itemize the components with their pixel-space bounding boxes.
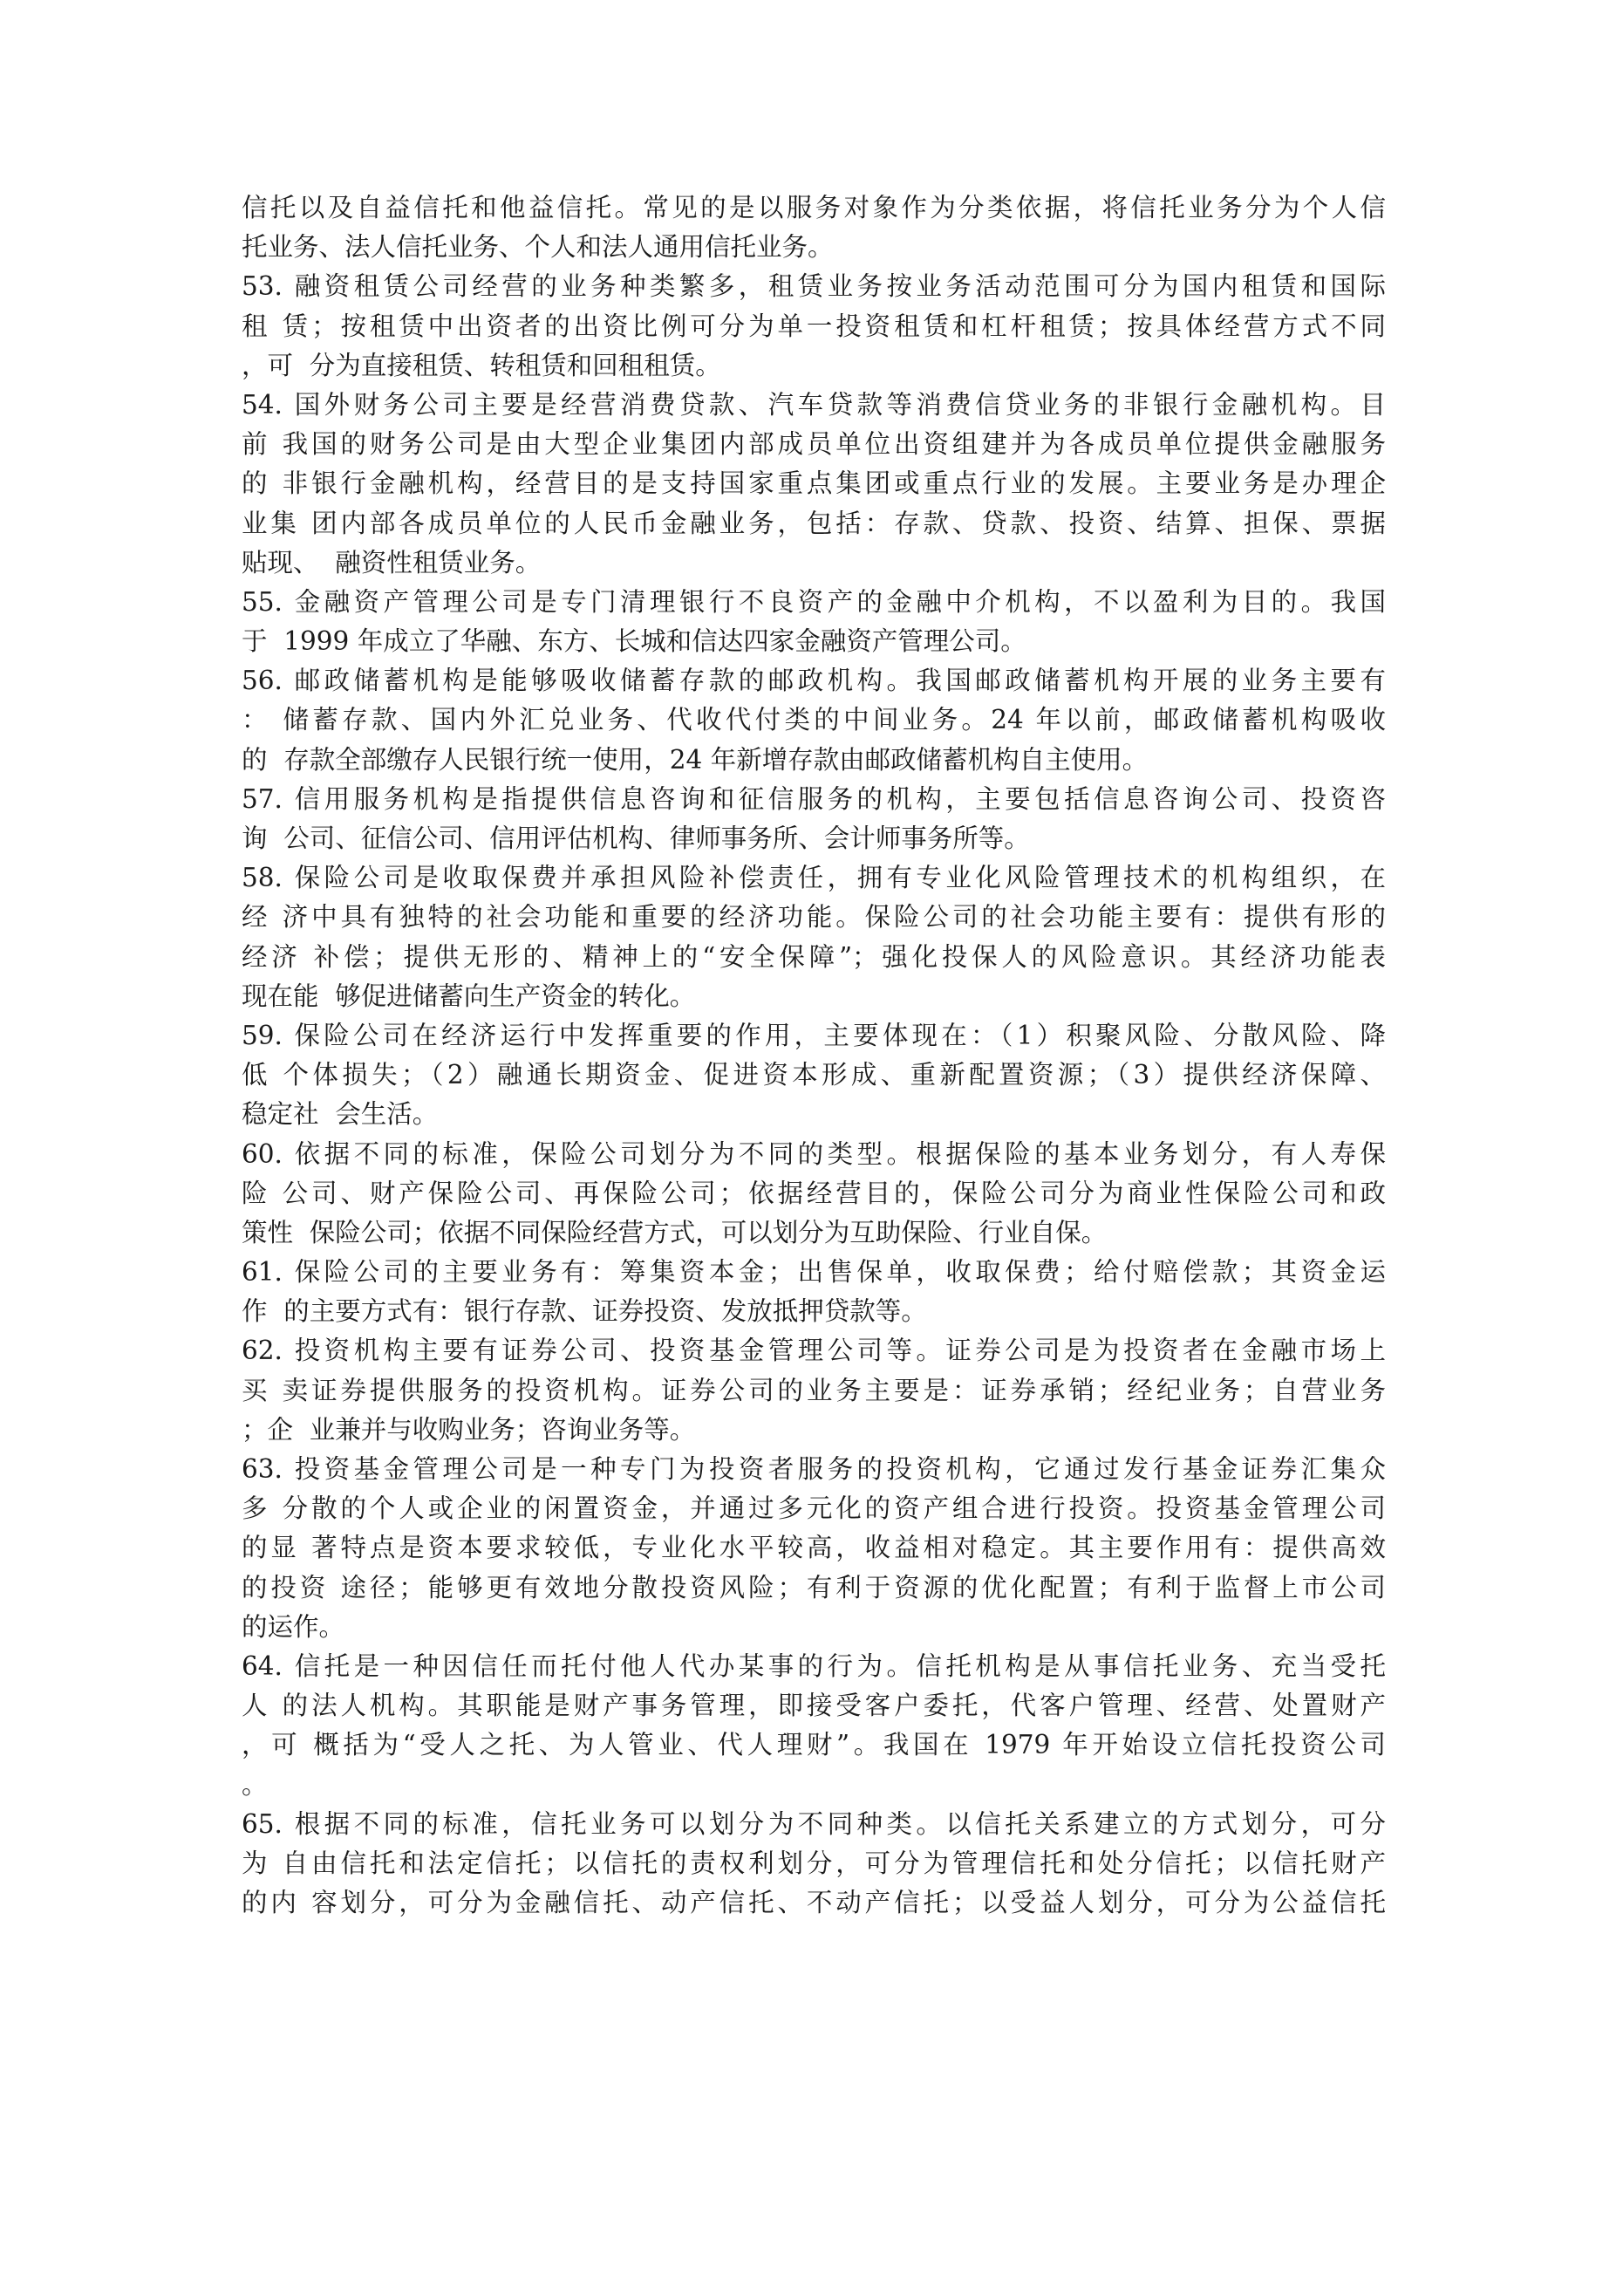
text-line: 的投资 途径；能够更有效地分散投资风险；有利于资源的优化配置；有利于监督上市公司 [242, 1572, 1386, 1602]
text-line: 买 卖证券提供服务的投资机构。证券公司的业务主要是：证券承销；经纪业务；自营业务 [242, 1375, 1386, 1405]
text-line: 57. 信用服务机构是指提供信息咨询和征信服务的机构，主要包括信息咨询公司、投资咨 [242, 783, 1386, 814]
text-line: ，可 概括为“受人之托、为人管业、代人理财”。我国在 1979 年开始设立信托投资公司 [242, 1730, 1386, 1760]
text-line: 稳定社 会生活。 [242, 1099, 439, 1130]
text-line: 56. 邮政储蓄机构是能够吸收储蓄存款的邮政机构。我国邮政储蓄机构开展的业务主要有 [242, 666, 1386, 696]
text-line: 64. 信托是一种因信任而托付他人代办某事的行为。信托机构是从事信托业务、充当受托 [242, 1650, 1386, 1681]
text-line: ，可 分为直接租赁、转租赁和回租租赁。 [242, 350, 721, 380]
text-line: ： 储蓄存款、国内外汇兑业务、代收代付类的中间业务。24 年以前，邮政储蓄机构吸收 [242, 705, 1386, 735]
text-line: 61. 保险公司的主要业务有：筹集资本金；出售保单，收取保费；给付赔偿款；其资金运 [242, 1257, 1386, 1288]
text-line: 托业务、法人信托业务、个人和法人通用信托业务。 [242, 232, 834, 263]
text-line: 53. 融资租赁公司经营的业务种类繁多，租赁业务按业务活动范围可分为国内租赁和国际 [242, 271, 1386, 302]
text-line: 的内 容划分，可分为金融信托、动产信托、不动产信托；以受益人划分，可分为公益信托 [242, 1888, 1386, 1918]
text-line: 55. 金融资产管理公司是专门清理银行不良资产的金融中介机构，不以盈利为目的。我国 [242, 586, 1386, 617]
text-line: 的运作。 [242, 1611, 345, 1642]
text-line: 62. 投资机构主要有证券公司、投资基金管理公司等。证券公司是为投资者在金融市场上 [242, 1336, 1386, 1366]
text-line: 的 存款全部缴存人民银行统一使用，24 年新增存款由邮政储蓄机构自主使用。 [242, 744, 1149, 775]
text-line: 信托以及自益信托和他益信托。常见的是以服务对象作为分类依据，将信托业务分为个人信 [242, 193, 1386, 222]
text-line: 63. 投资基金管理公司是一种专门为投资者服务的投资机构，它通过发行基金证券汇集众 [242, 1454, 1386, 1484]
text-line: 策性 保险公司；依据不同保险经营方式，可以划分为互助保险、行业自保。 [242, 1217, 1108, 1247]
text-line: 的显 著特点是资本要求较低，专业化水平较高，收益相对稳定。其主要作用有：提供高效 [242, 1533, 1386, 1563]
text-line: 多 分散的个人或企业的闲置资金，并通过多元化的资产组合进行投资。投资基金管理公司 [242, 1493, 1386, 1524]
text-line: 经济 补偿；提供无形的、精神上的“安全保障”；强化投保人的风险意识。其经济功能表 [242, 941, 1386, 972]
text-line: 现在能 够促进储蓄向生产资金的转化。 [242, 981, 696, 1011]
text-line: 前 我国的财务公司是由大型企业集团内部成员单位出资组建并为各成员单位提供金融服务 [242, 429, 1386, 460]
text-line: 的 非银行金融机构，经营目的是支持国家重点集团或重点行业的发展。主要业务是办理企 [242, 468, 1386, 499]
text-line: 于 1999 年成立了华融、东方、长城和信达四家金融资产管理公司。 [242, 626, 1026, 657]
text-line: 经 济中具有独特的社会功能和重要的经济功能。保险公司的社会功能主要有：提供有形的 [242, 902, 1386, 933]
text-line: 60. 依据不同的标准，保险公司划分为不同的类型。根据保险的基本业务划分，有人寿保 [242, 1138, 1386, 1169]
text-line: 询 公司、征信公司、信用评估机构、律师事务所、会计师事务所等。 [242, 823, 1030, 853]
text-line: 65. 根据不同的标准，信托业务可以划分为不同种类。以信托关系建立的方式划分，可分 [242, 1808, 1386, 1839]
text-line: 贴现、 融资性租赁业务。 [242, 547, 542, 577]
text-line: 人 的法人机构。其职能是财产事务管理，即接受客户委托，代客户管理、经营、处置财产 [242, 1691, 1386, 1721]
text-line: ；企 业兼并与收购业务；咨询业务等。 [242, 1414, 696, 1445]
text-line: 54. 国外财务公司主要是经营消费贷款、汽车贷款等消费信贷业务的非银行金融机构。目 [242, 389, 1386, 420]
text-line: 为 自由信托和法定信托；以信托的责权利划分，可分为管理信托和处分信托；以信托财产 [242, 1848, 1386, 1878]
text-line: 。 [242, 1769, 268, 1800]
text-line: 作 的主要方式有：银行存款、证券投资、发放抵押贷款等。 [242, 1296, 927, 1327]
text-line: 业集 团内部各成员单位的人民币金融业务，包括：存款、贷款、投资、结算、担保、票据 [242, 508, 1386, 538]
text-line: 低 个体损失；（2）融通长期资金、促进资本形成、重新配置资源；（3）提供经济保障、 [242, 1060, 1386, 1090]
document-body [242, 188, 1386, 1923]
text-line: 租 赁；按租赁中出资者的出资比例可分为单一投资租赁和杠杆租赁；按具体经营方式不同 [242, 311, 1386, 341]
text-line: 58. 保险公司是收取保费并承担风险补偿责任，拥有专业化风险管理技术的机构组织，在 [242, 863, 1386, 893]
text-line: 险 公司、财产保险公司、再保险公司；依据经营目的，保险公司分为商业性保险公司和政 [242, 1178, 1386, 1208]
text-line: 59. 保险公司在经济运行中发挥重要的作用，主要体现在：（1）积聚风险、分散风险、降 [242, 1020, 1386, 1050]
